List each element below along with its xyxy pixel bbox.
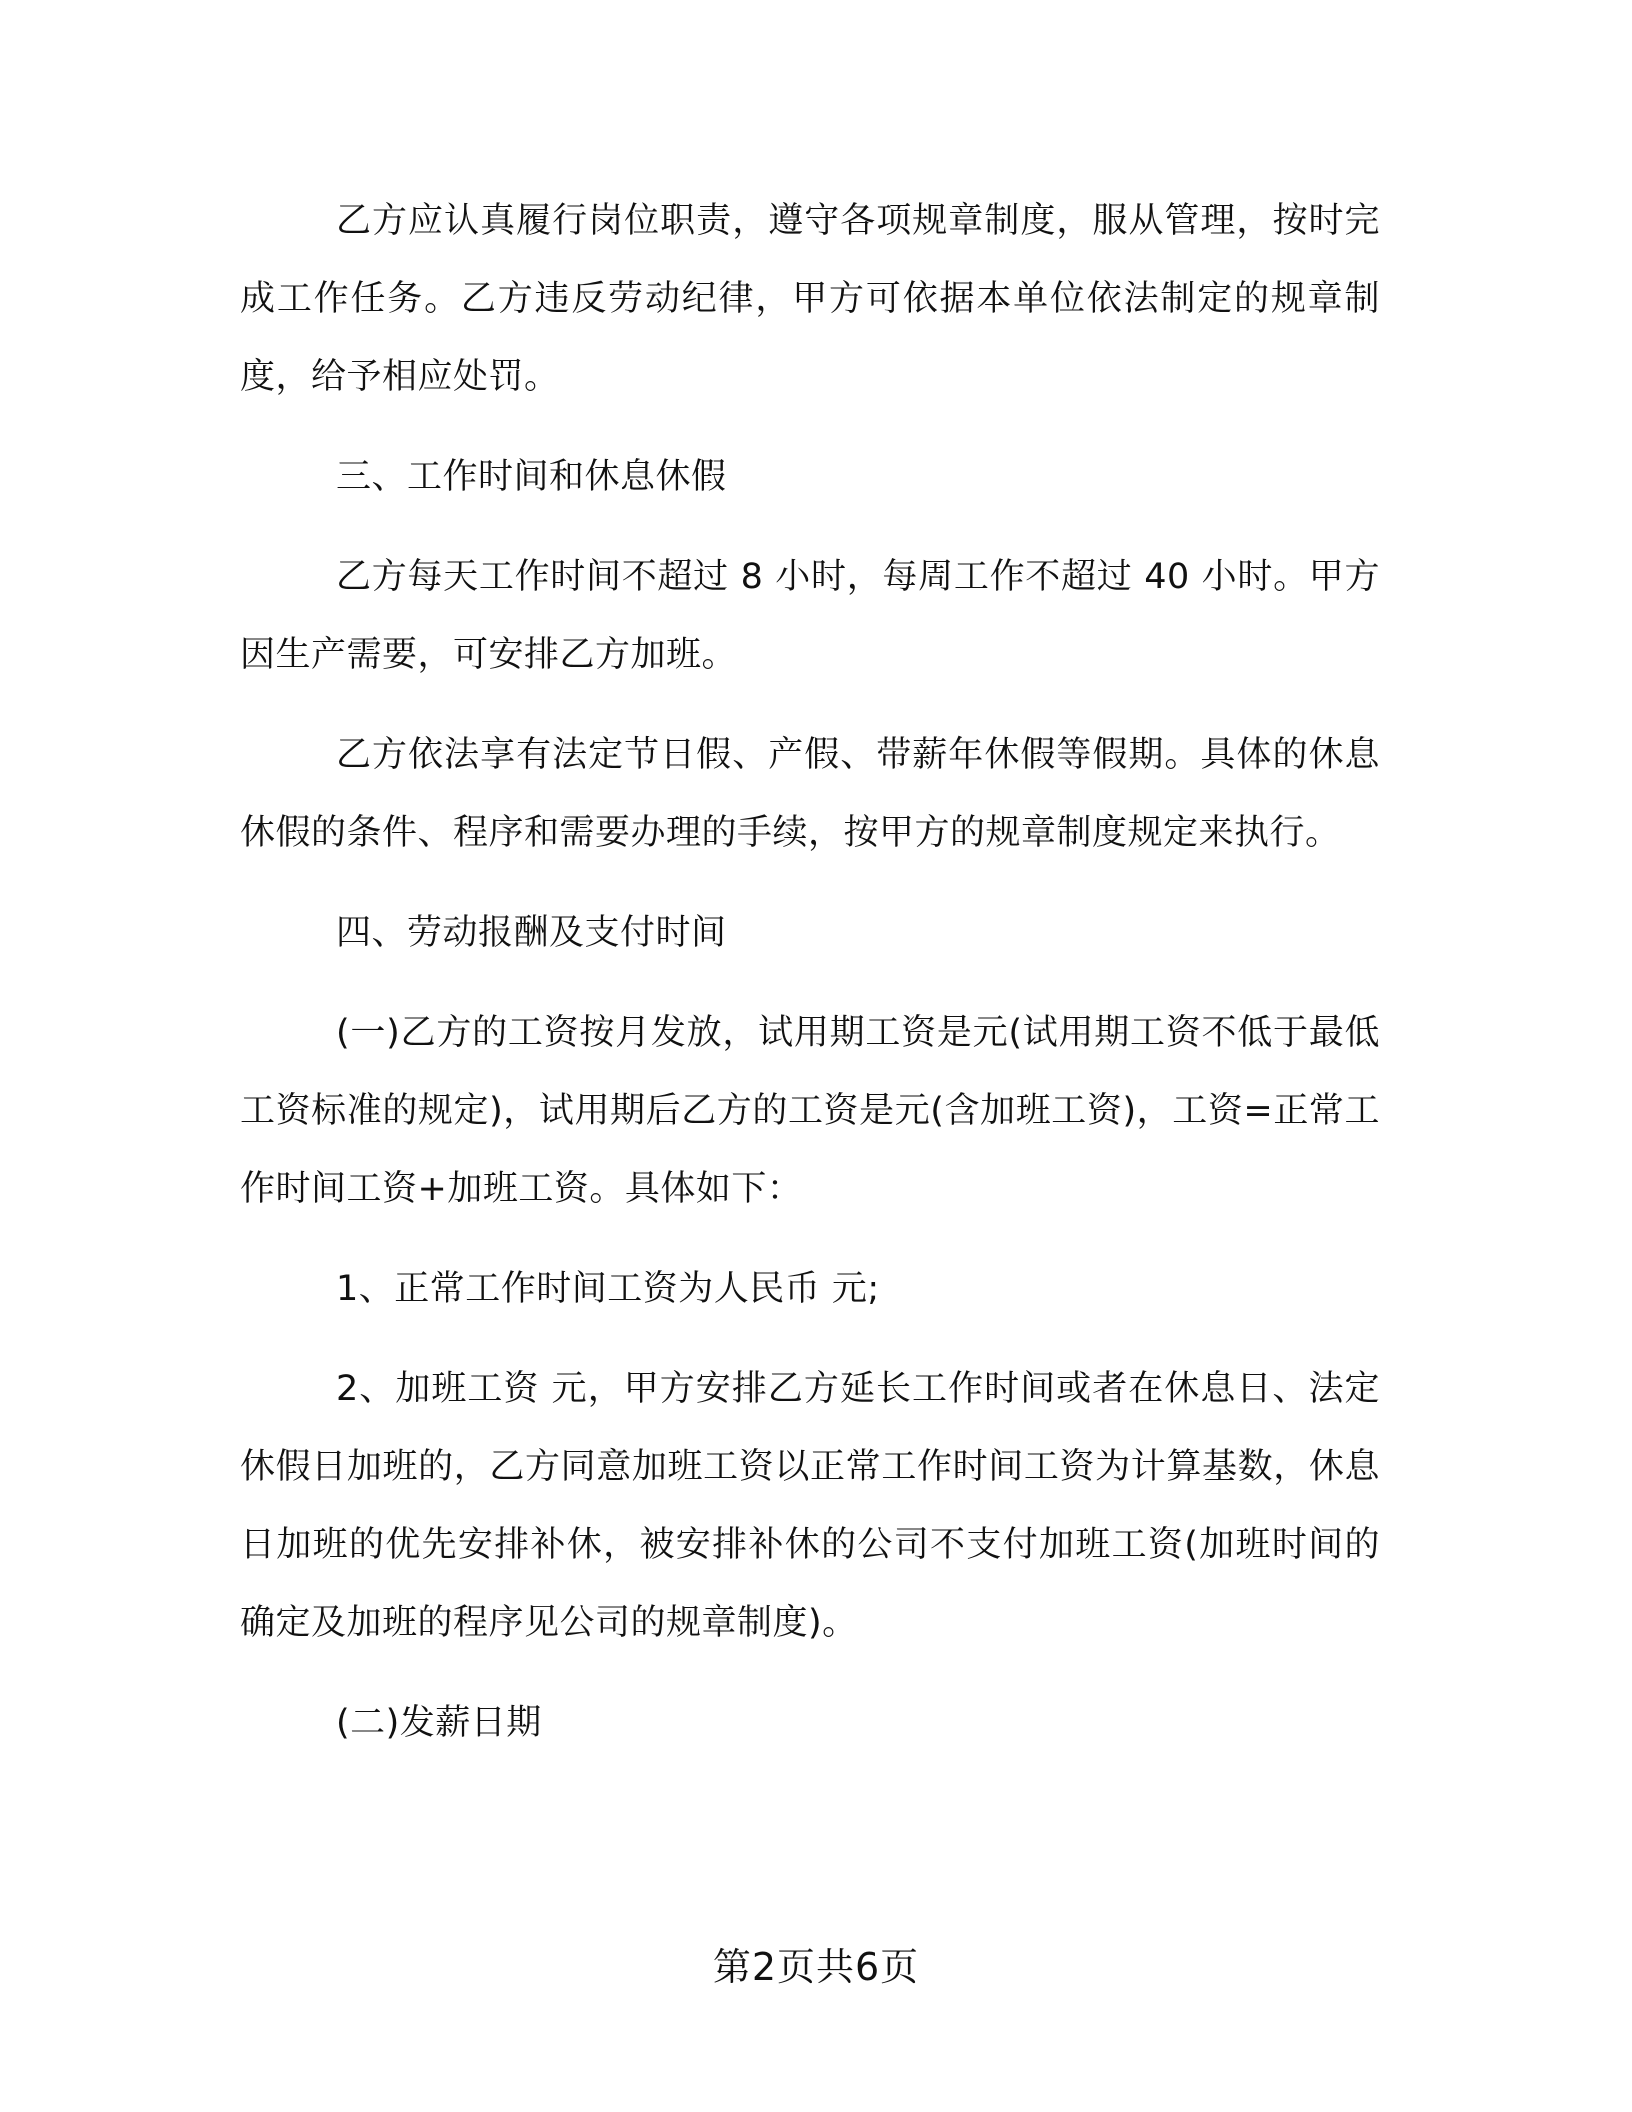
paragraph-working-hours: 乙方每天工作时间不超过 8 小时，每周工作不超过 40 小时。甲方因生产需要，可安排乙方加班。	[240, 557, 1380, 675]
section-heading-working-hours: 三、工作时间和休息休假	[336, 457, 727, 497]
page-number-footer: 第2页共6页	[712, 1945, 920, 1989]
paragraph-overtime-wage: 2、加班工资 元，甲方安排乙方延长工作时间或者在休息日、法定休假日加班的，乙方同意加班工资以正常工作时间工资为计算基数，休息日加班的优先安排补休，被安排补休的公司不支付加班工资(加班时间的确定及加班的程序见公司的规章制度)。	[240, 1369, 1380, 1643]
subheading-pay-date: (二)发薪日期	[336, 1703, 542, 1743]
paragraph-normal-wage: 1、正常工作时间工资为人民币 元;	[336, 1269, 880, 1309]
document-body	[240, 182, 1380, 1762]
paragraph-duties: 乙方应认真履行岗位职责，遵守各项规章制度，服从管理，按时完成工作任务。乙方违反劳动纪律，甲方可依据本单位依法制定的规章制度，给予相应处罚。	[240, 201, 1380, 397]
section-heading-remuneration: 四、劳动报酬及支付时间	[336, 913, 727, 953]
paragraph-salary: (一)乙方的工资按月发放，试用期工资是元(试用期工资不低于最低工资标准的规定)，试用期后乙方的工资是元(含加班工资)，工资=正常工作时间工资+加班工资。具体如下：	[240, 1013, 1380, 1209]
paragraph-leave: 乙方依法享有法定节日假、产假、带薪年休假等假期。具体的休息休假的条件、程序和需要办理的手续，按甲方的规章制度规定来执行。	[240, 735, 1380, 853]
